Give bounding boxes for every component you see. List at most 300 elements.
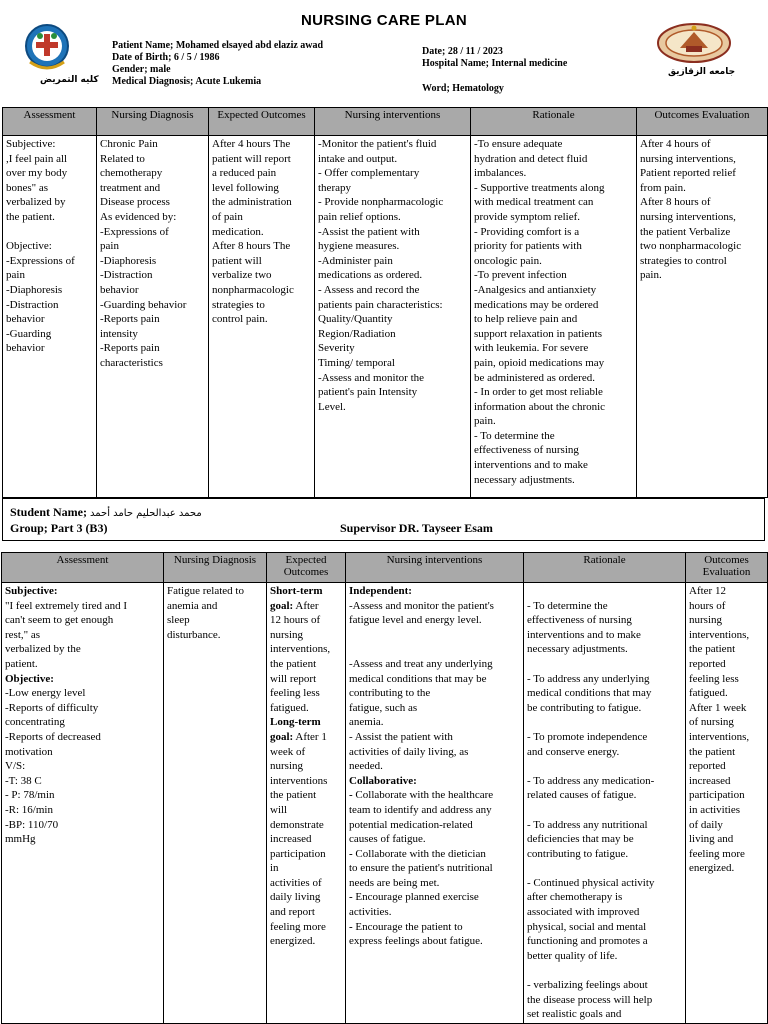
- line-text: the patient: [270, 657, 317, 670]
- line-text: related causes of fatigue.: [527, 789, 637, 802]
- cell-line: [5, 657, 160, 672]
- cell-line: Severity: [318, 342, 355, 355]
- cell-line: verbalize two: [212, 269, 272, 282]
- cell-line: [689, 628, 764, 643]
- cell-line: -Diaphoresis: [6, 283, 63, 296]
- line-text: -Assess and treat any underlying: [349, 657, 493, 670]
- cell-line: [349, 832, 520, 847]
- header-nursing-interventions: Nursing interventions: [315, 108, 471, 136]
- line-text: nursing: [270, 628, 303, 641]
- cell-line: Chronic Pain: [100, 138, 158, 150]
- cell-line: pain: [6, 269, 25, 282]
- cell-line: [349, 818, 520, 833]
- cell-line: [5, 672, 160, 687]
- outcomes-cell: [267, 583, 346, 1024]
- cell-line: medication.: [212, 225, 264, 238]
- cell-line: [349, 657, 520, 672]
- cell-line: [527, 672, 682, 687]
- cell-line: [527, 818, 682, 833]
- line-text: living and: [689, 833, 734, 846]
- cell-line: behavior: [6, 313, 45, 326]
- cell-line: pain.: [640, 269, 662, 282]
- cell-line: [689, 715, 764, 730]
- line-text: fatigued.: [689, 687, 728, 700]
- cell-line: [349, 890, 520, 905]
- bold-text: -: [349, 920, 353, 933]
- cell-line: Quality/Quantity: [318, 313, 393, 326]
- line-text: - P: 78/min: [5, 789, 55, 802]
- header-assessment: Assessment: [2, 553, 164, 583]
- cell-line: - To determine the: [474, 429, 555, 442]
- line-text: and report: [270, 906, 315, 919]
- cell-line: the patient.: [6, 210, 55, 223]
- line-text: -Reports of decreased: [5, 730, 101, 743]
- line-text: express feelings about fatigue.: [349, 935, 483, 948]
- assessment-cell: [3, 136, 97, 498]
- cell-line: [270, 890, 342, 905]
- cell-line: [527, 934, 682, 949]
- cell-line: two nonpharmacologic: [640, 240, 742, 253]
- cell-line: [5, 628, 160, 643]
- cell-line: oncologic pain.: [474, 254, 542, 267]
- line-text: rest," as: [5, 628, 41, 641]
- line-text: in: [270, 862, 279, 875]
- cell-line: control pain.: [212, 313, 268, 326]
- cell-line: [349, 745, 520, 760]
- date-of-birth: Date of Birth; 6 / 5 / 1986: [112, 52, 220, 63]
- line-text: After 1: [293, 730, 327, 743]
- cell-line: - Supportive treatments along: [474, 181, 605, 194]
- rationale-cell: [471, 136, 637, 498]
- line-text: reported: [689, 760, 726, 773]
- header-assessment: Assessment: [3, 108, 97, 136]
- gender: Gender; male: [112, 64, 171, 75]
- patient-info: [112, 40, 323, 88]
- line-text: After 1 week: [689, 701, 747, 714]
- cell-line: to help relieve pain and: [474, 313, 578, 326]
- cell-line: [5, 584, 160, 599]
- bold-text: Short-term: [270, 585, 323, 597]
- cell-line: [349, 861, 520, 876]
- cell-line: medications may be ordered: [474, 298, 599, 311]
- cell-line: nursing interventions,: [640, 152, 736, 165]
- line-text: energized.: [689, 862, 735, 875]
- line-text: feeling less: [689, 672, 739, 685]
- cell-line: [167, 584, 263, 599]
- cell-line: [5, 774, 160, 789]
- cell-line: medications as ordered.: [318, 269, 423, 282]
- line-text: -R: 16/min: [5, 803, 53, 816]
- cell-line: -Guarding: [6, 327, 52, 340]
- diagnosis-cell: [164, 583, 267, 1024]
- cell-line: [349, 774, 520, 789]
- cell-line: [270, 818, 342, 833]
- cell-line: priority for patients with: [474, 240, 582, 253]
- line-text: - Assist the patient with: [349, 730, 453, 743]
- cell-line: [349, 628, 520, 643]
- cell-line: [689, 759, 764, 774]
- cell-line: [527, 993, 682, 1008]
- line-text: feeling less: [270, 687, 320, 700]
- line-text: participation: [689, 789, 745, 802]
- cell-line: -Expressions of: [6, 254, 75, 267]
- cell-line: [349, 876, 520, 891]
- cell-line: [5, 803, 160, 818]
- line-text: feeling more: [689, 847, 745, 860]
- cell-line: a reduced pain: [212, 167, 277, 180]
- cell-line: be administered as ordered.: [474, 371, 595, 384]
- header-expected-outcomes: Expected Outcomes: [267, 553, 346, 583]
- cell-line: -To prevent infection: [474, 269, 567, 282]
- cell-line: [270, 876, 342, 891]
- student-info-box: [2, 498, 765, 541]
- cell-line: [349, 934, 520, 949]
- cell-line: [167, 613, 263, 628]
- evaluation-cell: [637, 136, 768, 498]
- rationale-cell: [524, 583, 686, 1024]
- cell-line: [527, 949, 682, 964]
- cell-line: [689, 686, 764, 701]
- admission-info: [422, 46, 567, 70]
- cell-line: [349, 613, 520, 628]
- cell-line: [527, 1007, 682, 1022]
- bold-text: -: [349, 891, 353, 904]
- cell-line: Level.: [318, 400, 346, 413]
- line-text: team to identify and address any: [349, 803, 492, 816]
- line-text: 12 hours of: [270, 614, 321, 627]
- cell-line: [689, 847, 764, 862]
- cell-line: [5, 715, 160, 730]
- line-text: - To determine the: [527, 599, 608, 612]
- cell-line: [689, 584, 764, 599]
- cell-line: [270, 642, 342, 657]
- line-text: hours of: [689, 599, 726, 612]
- line-text: fatigue level and energy level.: [349, 614, 482, 627]
- line-text: will: [270, 803, 288, 816]
- bold-text: goal:: [270, 599, 294, 612]
- cell-line: [527, 847, 682, 862]
- cell-line: [349, 920, 520, 935]
- cell-line: the patient Verbalize: [640, 225, 731, 238]
- cell-line: [527, 803, 682, 818]
- cell-line: patient's pain Intensity: [318, 386, 418, 399]
- cell-line: intake and output.: [318, 152, 398, 165]
- line-text: of nursing: [689, 716, 734, 729]
- line-text: interventions and to make: [527, 628, 641, 641]
- document-title: NURSING CARE PLAN: [301, 12, 467, 29]
- cell-line: therapy: [318, 181, 351, 194]
- cell-line: [689, 774, 764, 789]
- cell-line: [527, 963, 682, 978]
- cell-line: -Administer pain: [318, 254, 393, 267]
- cell-line: [270, 628, 342, 643]
- cell-line: -Reports pain: [100, 342, 160, 355]
- line-text: energized.: [270, 935, 316, 948]
- line-text: After: [293, 599, 319, 612]
- line-text: the patient: [270, 789, 317, 802]
- cell-line: [689, 818, 764, 833]
- line-text: contributing to fatigue.: [527, 847, 629, 860]
- cell-line: with medical treatment can: [474, 196, 594, 209]
- cell-line: [527, 861, 682, 876]
- cell-line: After 4 hours The: [212, 138, 291, 150]
- cell-line: [349, 715, 520, 730]
- cell-line: [689, 788, 764, 803]
- bold-text: -: [349, 847, 353, 860]
- cell-line: [527, 759, 682, 774]
- cell-line: imbalances.: [474, 167, 527, 180]
- cell-line: [5, 642, 160, 657]
- line-text: demonstrate: [270, 818, 324, 831]
- header-outcomes-evaluation: Outcomes Evaluation: [637, 108, 768, 136]
- cell-line: -Monitor the patient's fluid: [318, 138, 437, 150]
- line-text: effectiveness of nursing: [527, 614, 632, 627]
- zagazig-university-logo: [656, 22, 732, 64]
- cell-line: [270, 759, 342, 774]
- cell-line: strategies to: [212, 298, 265, 311]
- cell-line: Subjective:: [6, 138, 56, 150]
- line-text: interventions: [270, 774, 328, 787]
- line-text: increased: [270, 833, 312, 846]
- cell-line: - Provide nonpharmacologic: [318, 196, 444, 209]
- header-rationale: Rationale: [471, 108, 637, 136]
- cell-line: [689, 745, 764, 760]
- cell-line: strategies to control: [640, 254, 727, 267]
- cell-line: [5, 701, 160, 716]
- cell-line: [527, 978, 682, 993]
- cell-line: [5, 759, 160, 774]
- header-nursing-diagnosis: Nursing Diagnosis: [164, 553, 267, 583]
- cell-line: [527, 745, 682, 760]
- line-text: medical conditions that may be: [349, 672, 487, 685]
- line-text: medical conditions that may: [527, 687, 652, 700]
- cell-line: - Assess and record the: [318, 283, 420, 296]
- line-text: potential medication-related: [349, 818, 473, 831]
- line-text: activities of daily living, as: [349, 745, 469, 758]
- cell-line: provide symptom relief.: [474, 210, 581, 223]
- header-rationale: Rationale: [524, 553, 686, 583]
- outcomes-cell: [209, 136, 315, 498]
- line-text: - To address any nutritional: [527, 818, 648, 831]
- line-text: necessary adjustments.: [527, 643, 628, 656]
- line-text: After 12: [689, 585, 726, 597]
- line-text: will report: [270, 672, 317, 685]
- cell-line: [689, 832, 764, 847]
- cell-line: [349, 788, 520, 803]
- cell-line: over my body: [6, 167, 68, 180]
- cell-line: [270, 599, 342, 614]
- cell-line: hygiene measures.: [318, 240, 400, 253]
- student-name-label: Student Name;: [10, 505, 87, 519]
- cell-line: pain relief options.: [318, 210, 401, 223]
- student-name-value: محمد عبدالحليم حامد أحمد: [90, 508, 202, 519]
- cell-line: After 4 hours of: [640, 138, 711, 150]
- bold-text: -: [349, 789, 353, 802]
- cell-line: the administration: [212, 196, 292, 209]
- care-plan-table-fatigue: [1, 552, 768, 1024]
- cell-line: [349, 803, 520, 818]
- line-text: causes of fatigue.: [349, 833, 426, 846]
- cell-line: [527, 657, 682, 672]
- cell-line: necessary adjustments.: [474, 473, 575, 486]
- cell-line: [527, 774, 682, 789]
- cell-line: [270, 701, 342, 716]
- cell-line: [5, 788, 160, 803]
- cell-line: [527, 715, 682, 730]
- line-text: the disease process will help: [527, 993, 653, 1006]
- cell-line: effectiveness of nursing: [474, 444, 579, 457]
- cell-line: - In order to get most reliable: [474, 386, 603, 399]
- cell-line: [527, 876, 682, 891]
- cell-line: [270, 584, 342, 599]
- cell-line: - Offer complementary: [318, 167, 420, 180]
- cell-line: After 8 hours The: [212, 240, 291, 253]
- line-text: interventions,: [270, 643, 331, 656]
- cell-line: [527, 890, 682, 905]
- cell-line: [167, 628, 263, 643]
- cell-line: [349, 686, 520, 701]
- cell-line: [5, 613, 160, 628]
- cell-line: patient will report: [212, 152, 291, 165]
- cell-line: [270, 715, 342, 730]
- line-text: to ensure the patient's nutritional: [349, 862, 493, 875]
- cell-line: Objective:: [6, 240, 52, 253]
- cell-line: treatment and: [100, 181, 161, 194]
- evaluation-cell: [686, 583, 768, 1024]
- cell-line: [527, 920, 682, 935]
- line-text: be contributing to fatigue.: [527, 701, 642, 714]
- line-text: -Assess and monitor the patient's: [349, 599, 494, 612]
- cell-line: [270, 832, 342, 847]
- cell-line: [527, 599, 682, 614]
- line-text: - Continued physical activity: [527, 876, 655, 889]
- nursing-faculty-logo: [22, 22, 72, 74]
- cell-line: [270, 672, 342, 687]
- header-nursing-interventions: Nursing interventions: [346, 553, 524, 583]
- cell-line: [167, 599, 263, 614]
- line-text: the patient: [689, 643, 736, 656]
- cell-line: [270, 934, 342, 949]
- line-text: contributing to the: [349, 687, 431, 700]
- line-text: reported: [689, 657, 726, 670]
- cell-line: [689, 672, 764, 687]
- cell-line: -Assist the patient with: [318, 225, 420, 238]
- cell-line: [527, 730, 682, 745]
- cell-line: [349, 847, 520, 862]
- line-text: -Reports of difficulty: [5, 701, 99, 714]
- line-text: - To address any medication-: [527, 774, 655, 787]
- cell-line: behavior: [100, 283, 139, 296]
- line-text: mmHg: [5, 833, 36, 846]
- cell-line: Related to: [100, 152, 145, 165]
- interventions-cell: [346, 583, 524, 1024]
- cell-line: -Expressions of: [100, 225, 169, 238]
- diagnosis-cell: [97, 136, 209, 498]
- cell-line: [270, 730, 342, 745]
- cell-line: -Assess and monitor the: [318, 371, 425, 384]
- line-text: the patient: [689, 745, 736, 758]
- line-text: "I feel extremely tired and I: [5, 599, 128, 612]
- cell-line: [689, 861, 764, 876]
- cell-line: [349, 730, 520, 745]
- bold-text: Collaborative:: [349, 774, 417, 787]
- line-text: activities.: [349, 906, 392, 919]
- cell-line: [689, 701, 764, 716]
- cell-line: [349, 701, 520, 716]
- supervisor: Supervisor DR. Tayseer Esam: [340, 521, 493, 535]
- cell-line: -Reports pain: [100, 313, 160, 326]
- line-text: in activities: [689, 803, 741, 816]
- cell-line: pain.: [474, 415, 496, 428]
- line-text: increased: [689, 774, 731, 787]
- cell-line: [270, 686, 342, 701]
- line-text: can't seem to get enough: [5, 614, 114, 627]
- cell-line: [689, 613, 764, 628]
- medical-diagnosis: Medical Diagnosis; Acute Lukemia: [112, 76, 262, 87]
- cell-line: [5, 599, 160, 614]
- line-text: anemia.: [349, 716, 384, 729]
- cell-line: [527, 628, 682, 643]
- line-text: daily living: [270, 891, 321, 904]
- header-expected-outcomes: Expected Outcomes: [209, 108, 315, 136]
- line-text: Encourage the patient to: [352, 920, 463, 933]
- student-group: Group; Part 3 (B3): [10, 521, 108, 535]
- line-text: anemia and: [167, 599, 218, 612]
- line-text: needed.: [349, 760, 383, 773]
- cell-line: support relaxation in patients: [474, 327, 602, 340]
- cell-line: As evidenced by:: [100, 210, 177, 223]
- line-text: V/S:: [5, 760, 26, 773]
- cell-line: patients pain characteristics:: [318, 298, 443, 311]
- cell-line: verbalized by: [6, 196, 66, 209]
- line-text: feeling more: [270, 920, 326, 933]
- bold-text: Subjective:: [5, 585, 58, 597]
- university-caption: جامعه الزقازيق: [668, 67, 736, 77]
- cell-line: nursing interventions,: [640, 210, 736, 223]
- cell-line: [5, 818, 160, 833]
- cell-line: hydration and detect fluid: [474, 152, 588, 165]
- line-text: participation: [270, 847, 326, 860]
- header-outcomes-evaluation: Outcomes Evaluation: [686, 553, 768, 583]
- line-text: nursing: [689, 614, 722, 627]
- cell-line: -To ensure adequate: [474, 138, 563, 150]
- cell-line: intensity: [100, 327, 138, 340]
- cell-line: [5, 745, 160, 760]
- cell-line: Region/Radiation: [318, 327, 396, 340]
- hospital-name: Hospital Name; Internal medicine: [422, 58, 568, 69]
- cell-line: [527, 613, 682, 628]
- line-text: better quality of life.: [527, 949, 618, 962]
- cell-line: [270, 745, 342, 760]
- cell-line: characteristics: [100, 356, 163, 369]
- line-text: set realistic goals and: [527, 1008, 622, 1021]
- cell-line: [5, 686, 160, 701]
- cell-line: pain: [100, 240, 119, 253]
- assessment-cell: [2, 583, 164, 1024]
- line-text: motivation: [5, 745, 53, 758]
- cell-line: [689, 642, 764, 657]
- cell-line: behavior: [6, 342, 45, 355]
- cell-line: information about the chronic: [474, 400, 606, 413]
- cell-line: -Analgesics and antianxiety: [474, 283, 597, 296]
- line-text: disturbance.: [167, 628, 221, 641]
- cell-line: [689, 599, 764, 614]
- line-text: Fatigue related to: [167, 585, 244, 597]
- cell-line: [349, 584, 520, 599]
- cell-line: patient will: [212, 254, 262, 267]
- cell-line: [270, 847, 342, 862]
- patient-name: Patient Name; Mohamed elsayed abd elaziz awad: [112, 40, 324, 51]
